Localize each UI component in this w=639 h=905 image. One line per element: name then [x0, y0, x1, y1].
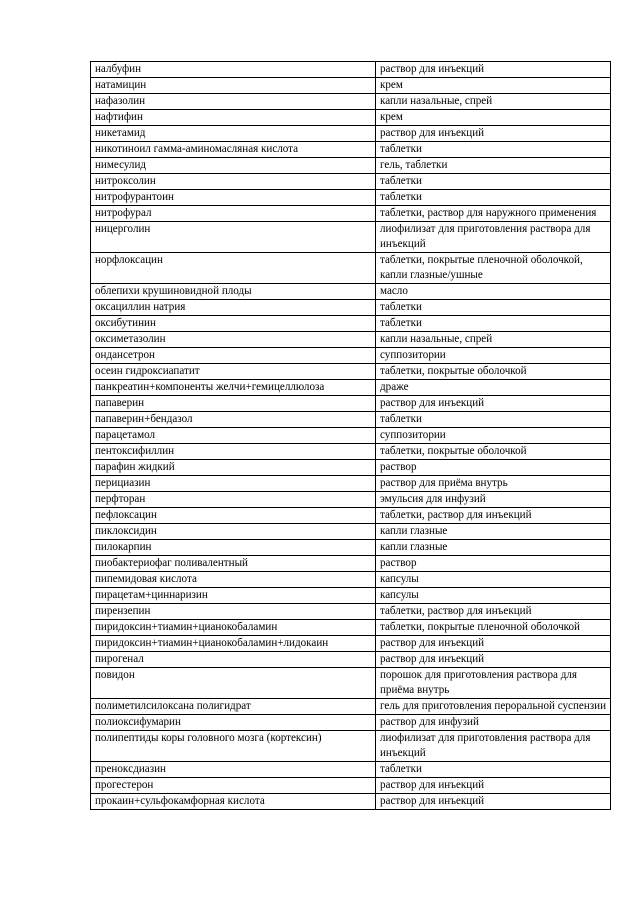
dosage-form-cell: лиофилизат для приготовления раствора для инъекций — [376, 222, 611, 253]
table-row — [91, 652, 611, 668]
table-row — [91, 636, 611, 652]
dosage-form-cell: таблетки — [376, 142, 611, 158]
drug-name-cell: пиридоксин+тиамин+цианокобаламин+лидокаин — [91, 636, 376, 652]
table-row — [91, 588, 611, 604]
drug-name-cell: пиобактериофаг поливалентный — [91, 556, 376, 572]
drug-name-cell: повидон — [91, 668, 376, 699]
table-row — [91, 316, 611, 332]
drug-name-cell: перфторан — [91, 492, 376, 508]
drug-name-cell: пренокcдиазин — [91, 762, 376, 778]
table-row — [91, 428, 611, 444]
dosage-form-cell: таблетки — [376, 762, 611, 778]
table-row — [91, 253, 611, 284]
dosage-form-cell: раствор для инфузий — [376, 715, 611, 731]
table-row — [91, 174, 611, 190]
dosage-form-cell: масло — [376, 284, 611, 300]
drug-name-cell: нафазолин — [91, 94, 376, 110]
dosage-form-cell: раствор для инъекций — [376, 652, 611, 668]
dosage-form-cell: гель, таблетки — [376, 158, 611, 174]
table-row — [91, 620, 611, 636]
drug-name-cell: нитроксолин — [91, 174, 376, 190]
drug-name-cell: нитрофурантоин — [91, 190, 376, 206]
dosage-form-cell: суппозитории — [376, 348, 611, 364]
drug-name-cell: пиклоксидин — [91, 524, 376, 540]
drug-name-cell: никотиноил гамма-аминомасляная кислота — [91, 142, 376, 158]
table-row — [91, 396, 611, 412]
dosage-form-cell: лиофилизат для приготовления раствора для инъекций — [376, 731, 611, 762]
dosage-form-cell: капсулы — [376, 588, 611, 604]
table-row — [91, 762, 611, 778]
table-row — [91, 348, 611, 364]
table-row — [91, 604, 611, 620]
drug-name-cell: пилокарпин — [91, 540, 376, 556]
dosage-form-cell: таблетки, покрытые оболочкой — [376, 364, 611, 380]
drug-name-cell: панкреатин+компоненты желчи+гемицеллюлоза — [91, 380, 376, 396]
dosage-form-cell: таблетки, покрытые пленочной оболочкой, капли глазные/ушные — [376, 253, 611, 284]
table-row — [91, 540, 611, 556]
dosage-form-cell: эмульсия для инфузий — [376, 492, 611, 508]
drug-name-cell: нитрофурал — [91, 206, 376, 222]
drug-name-cell: оксибутинин — [91, 316, 376, 332]
drug-name-cell: папаверин+бендазол — [91, 412, 376, 428]
drug-name-cell: облепихи крушиновидной плоды — [91, 284, 376, 300]
dosage-form-cell: капли назальные, спрей — [376, 332, 611, 348]
drug-name-cell: оксациллин натрия — [91, 300, 376, 316]
dosage-form-cell: драже — [376, 380, 611, 396]
dosage-form-cell: крем — [376, 110, 611, 126]
dosage-form-cell: гель для приготовления пероральной суспензии — [376, 699, 611, 715]
drug-name-cell: парафин жидкий — [91, 460, 376, 476]
table-row — [91, 508, 611, 524]
drug-name-cell: осеин гидроксиапатит — [91, 364, 376, 380]
drug-name-cell: пефлоксацин — [91, 508, 376, 524]
drug-name-cell: оксиметазолин — [91, 332, 376, 348]
drug-name-cell: налбуфин — [91, 62, 376, 78]
table-row — [91, 668, 611, 699]
drug-name-cell: пирогенал — [91, 652, 376, 668]
drug-name-cell: пипемидовая кислота — [91, 572, 376, 588]
drug-name-cell: нимесулид — [91, 158, 376, 174]
drug-name-cell: натамицин — [91, 78, 376, 94]
drug-name-cell: нафтифин — [91, 110, 376, 126]
table-row — [91, 158, 611, 174]
dosage-form-cell: капли глазные — [376, 524, 611, 540]
drug-name-cell: парацетамол — [91, 428, 376, 444]
table-row — [91, 110, 611, 126]
table-row — [91, 715, 611, 731]
drug-name-cell: пирацетам+циннаризин — [91, 588, 376, 604]
dosage-form-cell: таблетки — [376, 174, 611, 190]
table-row — [91, 444, 611, 460]
drug-name-cell: прокаин+сульфокамфорная кислота — [91, 794, 376, 810]
dosage-form-cell: суппозитории — [376, 428, 611, 444]
table-row — [91, 190, 611, 206]
drug-name-cell: полиоксифумарин — [91, 715, 376, 731]
drug-name-cell: ницерголин — [91, 222, 376, 253]
table-row — [91, 78, 611, 94]
drug-table-body — [91, 62, 611, 810]
table-row — [91, 556, 611, 572]
drug-name-cell: ондансетрон — [91, 348, 376, 364]
drug-name-cell: пиридоксин+тиамин+цианокобаламин — [91, 620, 376, 636]
dosage-form-cell: раствор — [376, 460, 611, 476]
table-row — [91, 126, 611, 142]
table-row — [91, 62, 611, 78]
table-row — [91, 524, 611, 540]
dosage-form-cell: таблетки, раствор для инъекций — [376, 508, 611, 524]
dosage-form-cell: раствор для инъекций — [376, 396, 611, 412]
dosage-form-cell: таблетки — [376, 190, 611, 206]
drug-name-cell: пентоксифиллин — [91, 444, 376, 460]
table-row — [91, 778, 611, 794]
table-row — [91, 222, 611, 253]
table-row — [91, 380, 611, 396]
drug-name-cell: никетамид — [91, 126, 376, 142]
dosage-form-cell: раствор для инъекций — [376, 794, 611, 810]
dosage-form-cell: таблетки, покрытые пленочной оболочкой — [376, 620, 611, 636]
dosage-form-cell: таблетки — [376, 412, 611, 428]
dosage-form-cell: раствор — [376, 556, 611, 572]
table-row — [91, 284, 611, 300]
drug-name-cell: полипептиды коры головного мозга (кортексин) — [91, 731, 376, 762]
dosage-form-cell: таблетки — [376, 316, 611, 332]
table-row — [91, 572, 611, 588]
table-row — [91, 332, 611, 348]
table-row — [91, 476, 611, 492]
table-row — [91, 699, 611, 715]
drug-name-cell: пирензепин — [91, 604, 376, 620]
drug-name-cell: перициазин — [91, 476, 376, 492]
drug-name-cell: прогестерон — [91, 778, 376, 794]
dosage-form-cell: раствор для приёма внутрь — [376, 476, 611, 492]
table-row — [91, 142, 611, 158]
table-row — [91, 794, 611, 810]
table-row — [91, 731, 611, 762]
dosage-form-cell: раствор для инъекций — [376, 778, 611, 794]
table-row — [91, 300, 611, 316]
table-row — [91, 412, 611, 428]
table-row — [91, 206, 611, 222]
dosage-form-cell: крем — [376, 78, 611, 94]
dosage-form-cell: раствор для инъекций — [376, 636, 611, 652]
drug-name-cell: норфлоксацин — [91, 253, 376, 284]
drug-name-cell: папаверин — [91, 396, 376, 412]
dosage-form-cell: раствор для инъекций — [376, 126, 611, 142]
dosage-form-cell: таблетки, раствор для наружного применения — [376, 206, 611, 222]
table-row — [91, 364, 611, 380]
drug-table — [90, 61, 611, 810]
dosage-form-cell: капсулы — [376, 572, 611, 588]
dosage-form-cell: таблетки, покрытые оболочкой — [376, 444, 611, 460]
dosage-form-cell: капли глазные — [376, 540, 611, 556]
dosage-form-cell: таблетки — [376, 300, 611, 316]
table-row — [91, 460, 611, 476]
dosage-form-cell: порошок для приготовления раствора для приёма внутрь — [376, 668, 611, 699]
table-row — [91, 94, 611, 110]
dosage-form-cell: капли назальные, спрей — [376, 94, 611, 110]
dosage-form-cell: таблетки, раствор для инъекций — [376, 604, 611, 620]
table-row — [91, 492, 611, 508]
drug-name-cell: полиметилсилоксана полигидрат — [91, 699, 376, 715]
dosage-form-cell: раствор для инъекций — [376, 62, 611, 78]
